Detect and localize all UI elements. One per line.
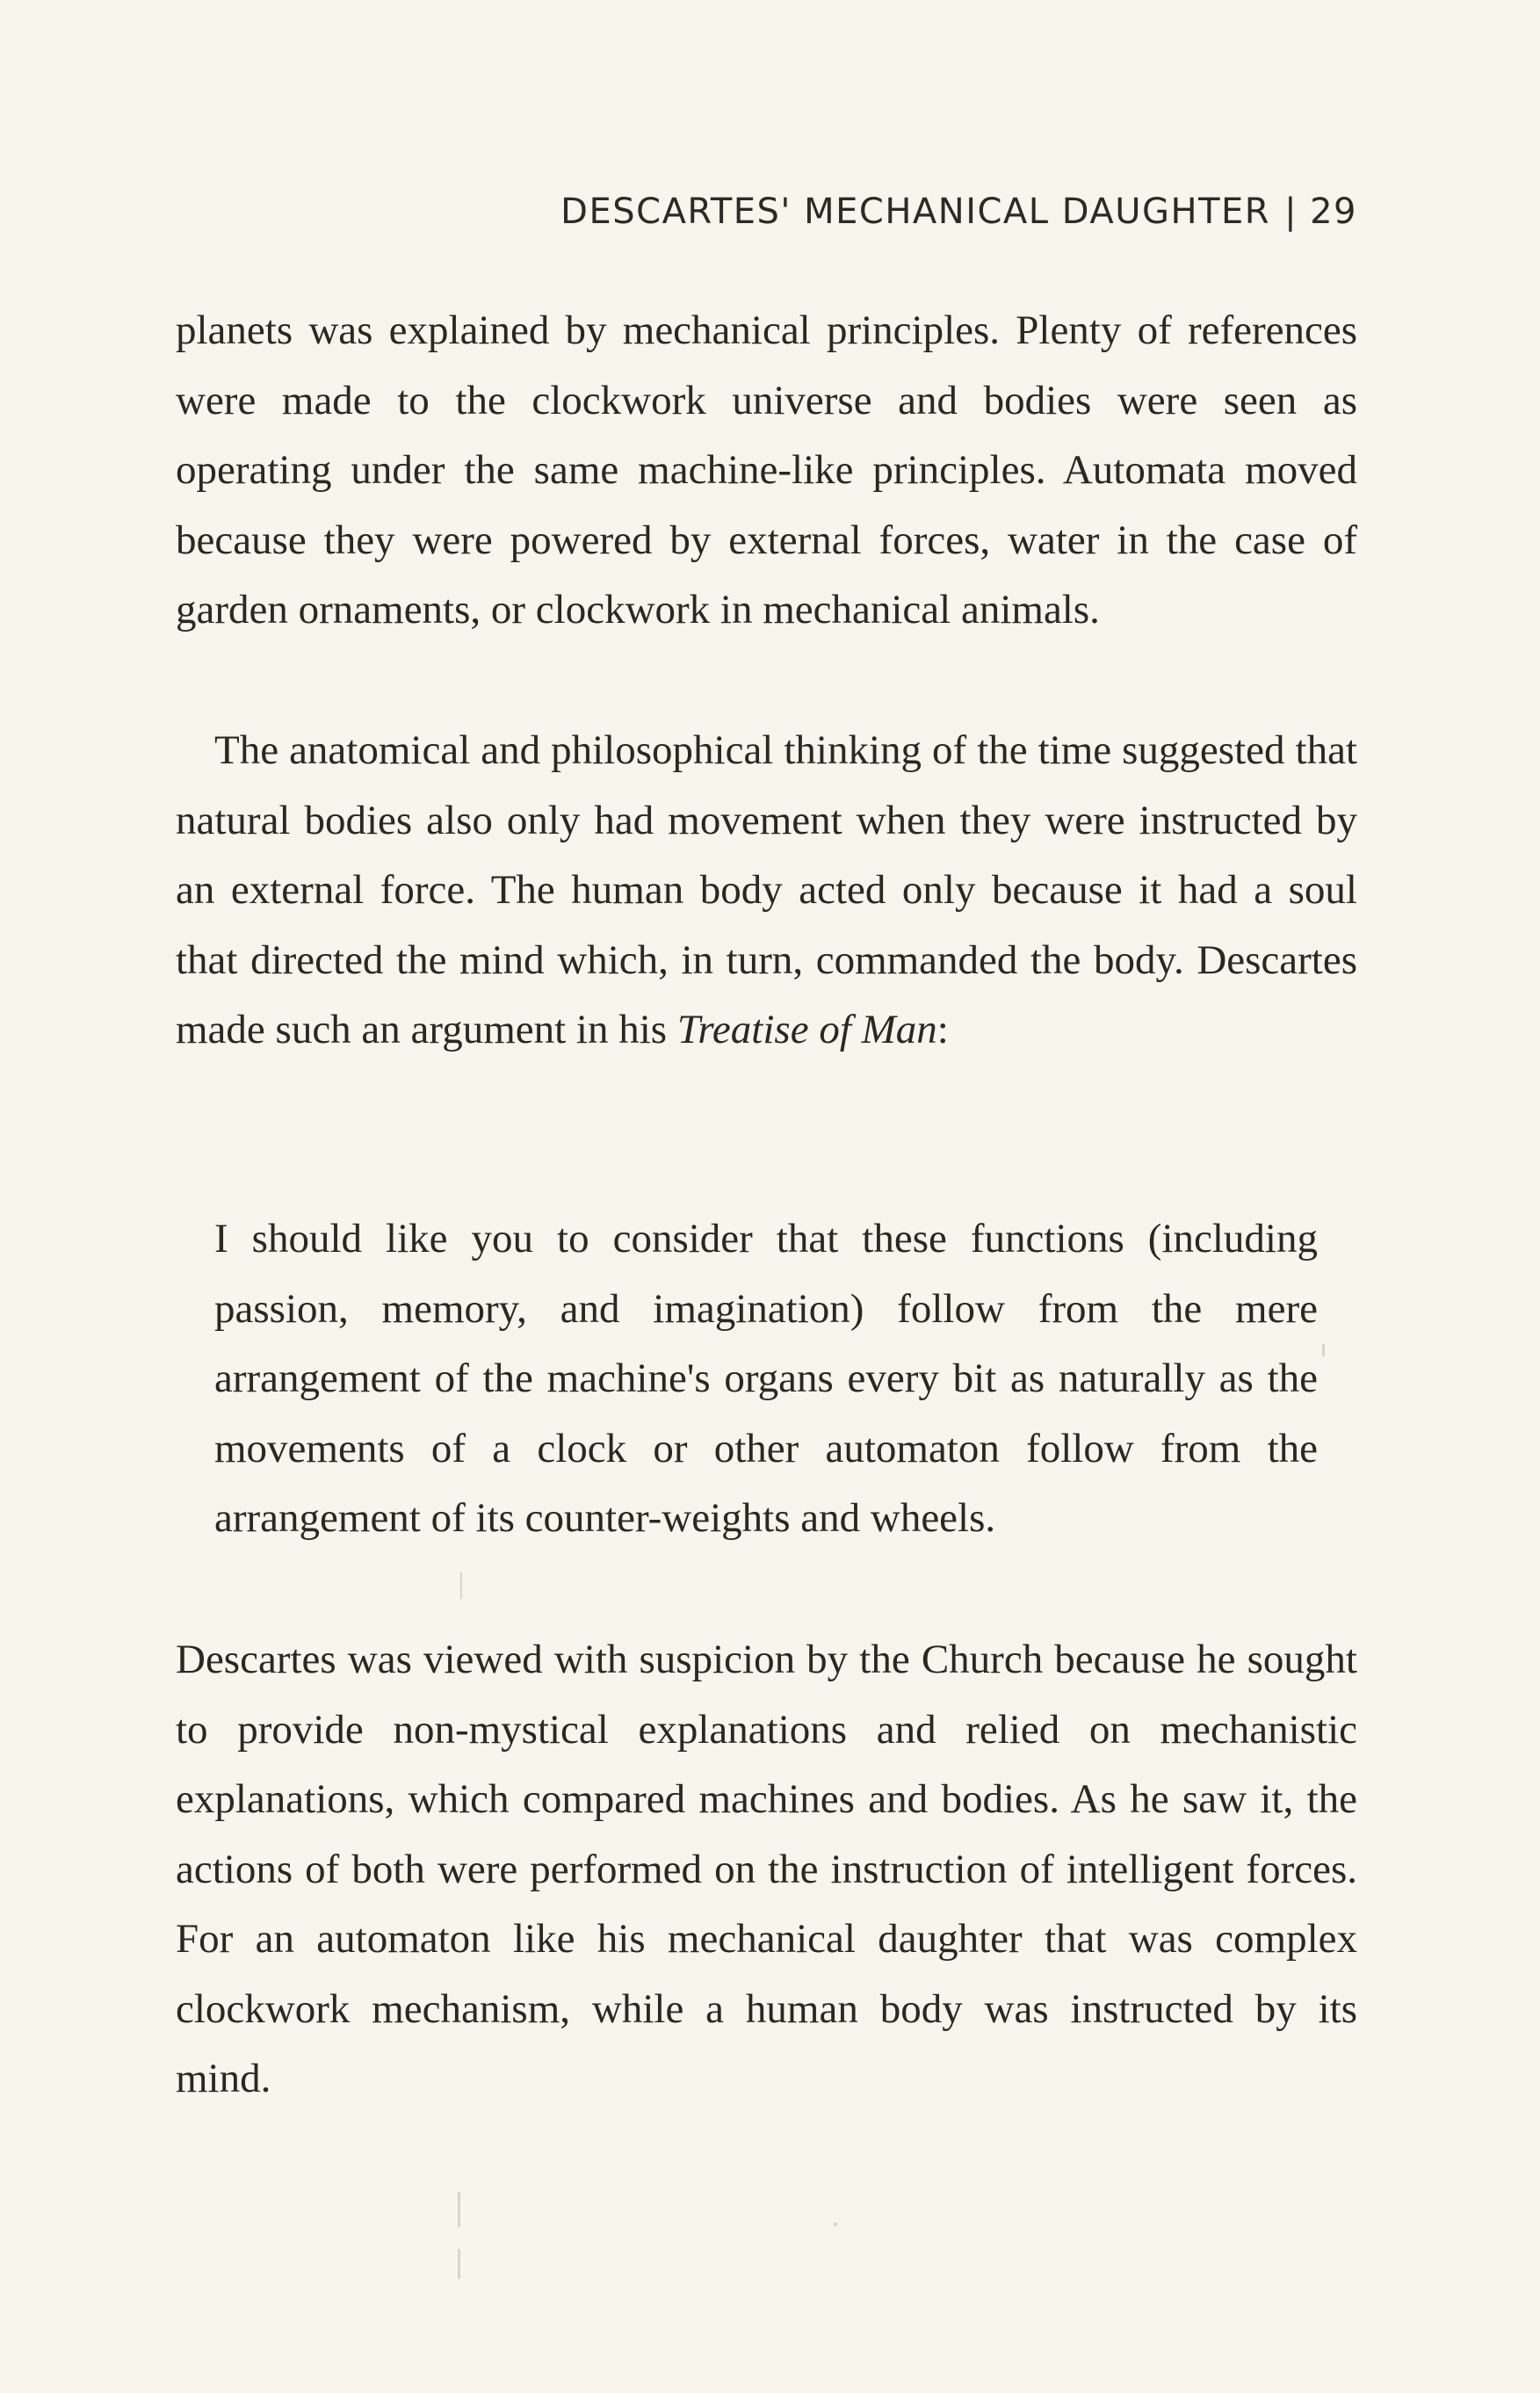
book-title-treatise-of-man: Treatise of Man	[676, 1007, 937, 1052]
paragraph-3: Descartes was viewed with suspicion by the Church because he sought to provide non-mystical explanations and relied on mechanistic explanations, which compared machines and bodies. As he saw it, the actions of both were performed on the instruction of intelligent forces. For an automaton like his mechanical daughter that was complex clockwork mechanism, while a human body was instructed by its mind.	[176, 1637, 1357, 2101]
running-header	[176, 192, 1357, 232]
scan-mark	[458, 2249, 460, 2279]
paragraph-2	[176, 716, 1357, 1066]
scan-mark	[458, 2192, 460, 2227]
header-separator: |	[1284, 192, 1298, 232]
paragraph-2-colon: :	[936, 1007, 949, 1052]
page-number: 29	[1310, 192, 1357, 232]
chapter-title: DESCARTES' MECHANICAL DAUGHTER	[560, 192, 1271, 232]
paragraph-2-text: The anatomical and philosophical thinking of the time suggested that natural bodies also only had movement when they were instructed by an external force. The human body acted only because it had a soul that directed the mind which, in turn, commanded the body. Descartes made such an argument in his	[176, 727, 1357, 1052]
paragraph-1: planets was explained by mechanical principles. Plenty of references were made to the clockwork universe and bodies were seen as operating under the same machine-like principles. Automata moved because they were powered by external forces, water in the case of garden ornaments, or clockwork in mechanical animals.	[176, 307, 1357, 633]
scan-mark	[460, 1572, 462, 1599]
scan-mark	[1322, 1344, 1325, 1356]
block-quote: I should like you to consider that these functions (including passion, memory, and imagination) follow from the mere arrangement of the machine's organs every bit as naturally as the movements of a clock or other automaton follow from the arrangement of its counter-weights and wheels.	[214, 1216, 1318, 1541]
scan-mark	[834, 2223, 837, 2226]
